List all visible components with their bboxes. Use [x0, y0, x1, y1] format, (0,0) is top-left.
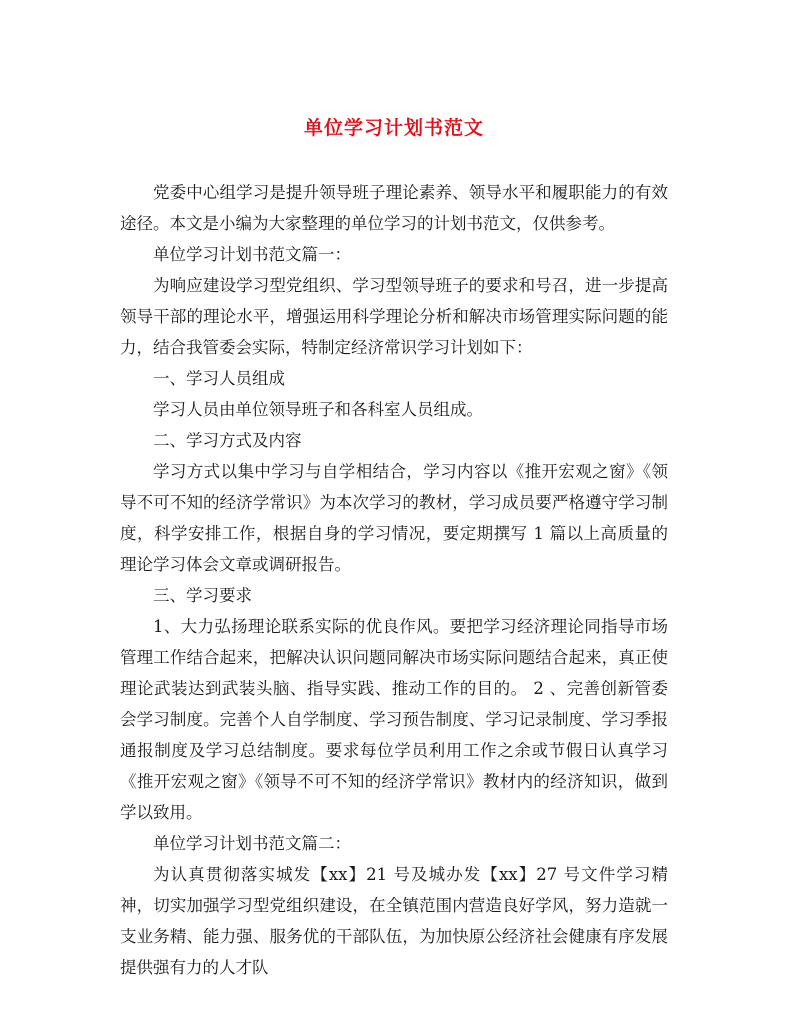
document-title: 单位学习计划书范文 [303, 117, 484, 139]
paragraph-requirements: 1、大力弘扬理论联系实际的优良作风。要把学习经济理论同指导市场管理工作结合起来，把解决认识问题同解决市场实际问题结合起来，真正使理论武装达到武装头脑、指导实践、推动工作的目的。 2 、完善创新管委会学习制度。完善个人自学制度、学习预告制度、学习记录制度、学习季报通报制度及学习总结制度。要求每位学员利用工作之余或节假日认真学习《推开宏观之窗》《领导不可不知的经济学常识》教材内的经济知识，做到学以致用。 [120, 617, 668, 822]
paragraph-methods: 学习方式以集中学习与自学相结合，学习内容以《推开宏观之窗》《领导不可不知的经济学常识》为本次学习的教材，学习成员要严格遵守学习制度，科学安排工作，根据自身的学习情况，要定期撰写 1 篇以上高质量的理论学习体会文章或调研报告。 [120, 462, 668, 574]
paragraph-intro: 党委中心组学习是提升领导班子理论素养、领导水平和履职能力的有效途径。本文是小编为大家整理的单位学习的计划书范文，仅供参考。 [120, 183, 668, 233]
document-body [120, 177, 668, 983]
document-page [120, 0, 668, 1035]
section-heading-requirements: 三、学习要求 [153, 586, 252, 605]
section-heading-methods: 二、学习方式及内容 [153, 431, 302, 450]
section-heading-participants: 一、学习人员组成 [153, 369, 285, 388]
paragraph-purpose: 为响应建设学习型党组织、学习型领导班子的要求和号召，进一步提高领导干部的理论水平，增强运用科学理论分析和解决市场管理实际问题的能力，结合我管委会实际，特制定经济常识学习计划如下： [120, 276, 668, 357]
paragraph-participants: 学习人员由单位领导班子和各科室人员组成。 [153, 400, 483, 419]
paragraph-heading-sample-2: 单位学习计划书范文篇二： [153, 834, 351, 853]
paragraph-sample-2-body: 为认真贯彻落实城发【xx】21 号及城办发【xx】27 号文件学习精神，切实加强学习型党组织建设，在全镇范围内营造良好学风，努力造就一支业务精、能力强、服务优的干部队伍，为加快原公经济社会健康有序发展提供强有力的人才队 [120, 865, 668, 977]
paragraph-heading-sample-1: 单位学习计划书范文篇一： [153, 245, 351, 264]
